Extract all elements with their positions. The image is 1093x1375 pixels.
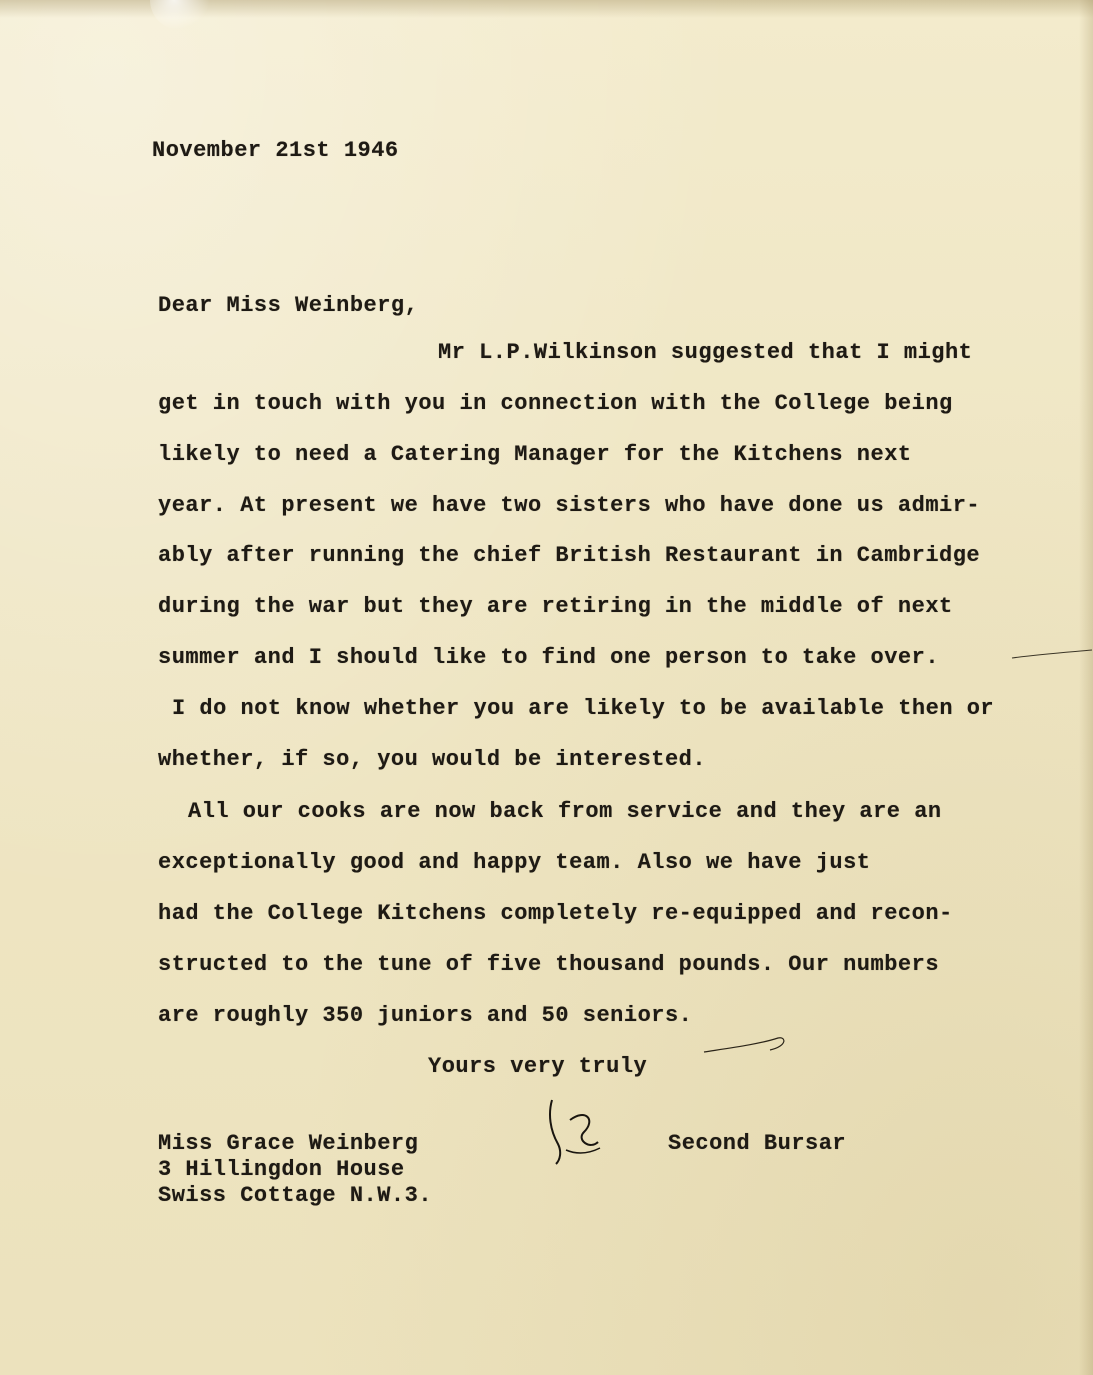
closing: Yours very truly	[428, 1054, 648, 1079]
pen-stroke-mark	[700, 1030, 790, 1070]
body-line: summer and I should like to find one person to take over.	[158, 645, 940, 670]
letter-date: November 21st 1946	[152, 138, 399, 163]
body-line: had the College Kitchens completely re-equipped and recon-	[158, 901, 953, 926]
body-line: Mr L.P.Wilkinson suggested that I might	[438, 340, 973, 365]
body-line: year. At present we have two sisters who have done us admir-	[158, 493, 981, 518]
handwritten-initials	[540, 1090, 610, 1170]
body-line: are roughly 350 juniors and 50 seniors.	[158, 1003, 693, 1028]
salutation: Dear Miss Weinberg,	[158, 293, 419, 318]
addressee-line: Miss Grace Weinberg	[158, 1131, 419, 1156]
body-line: I do not know whether you are likely to be available then or	[172, 696, 995, 721]
body-line: during the war but they are retiring in the middle of next	[158, 594, 953, 619]
body-line: whether, if so, you would be interested.	[158, 747, 707, 772]
body-line: structed to the tune of five thousand pounds. Our numbers	[158, 952, 940, 977]
paper-crease	[150, 0, 210, 30]
signatory-title: Second Bursar	[668, 1131, 847, 1156]
body-line: exceptionally good and happy team. Also we have just	[158, 850, 871, 875]
paper-edge-shadow-right	[1079, 0, 1093, 1375]
body-line: likely to need a Catering Manager for the Kitchens next	[158, 442, 912, 467]
body-line: ably after running the chief British Restaurant in Cambridge	[158, 543, 981, 568]
addressee-line: Swiss Cottage N.W.3.	[158, 1183, 433, 1208]
body-line: All our cooks are now back from service and they are an	[188, 799, 942, 824]
addressee-line: 3 Hillingdon House	[158, 1157, 405, 1182]
margin-pen-line	[1010, 640, 1093, 670]
body-line: get in touch with you in connection with the College being	[158, 391, 953, 416]
